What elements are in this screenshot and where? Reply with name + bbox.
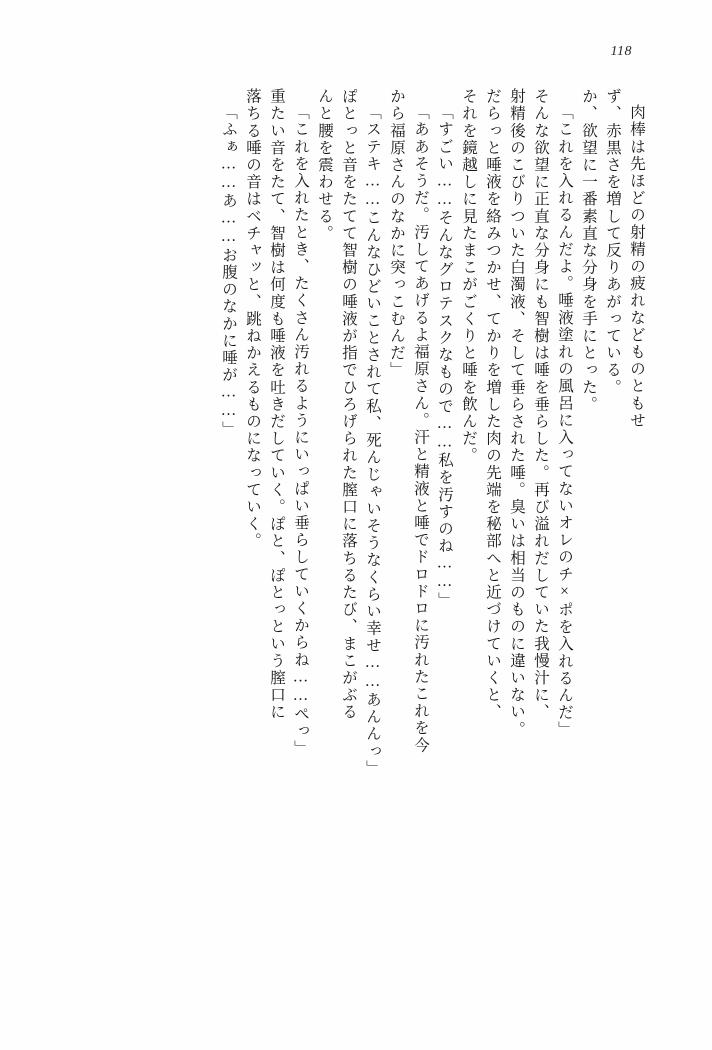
text-column: 「ステキ……こんなひどいことされて私、死んじゃいそうなくらい幸せ……あんんっ」 xyxy=(364,104,381,777)
text-column: そんな欲望に正直な分身にも智樹は唾を垂らした。再び溢れだしていた我慢汁に、 xyxy=(532,88,549,721)
text-column: から福原さんのなかに突っこむんだ」 xyxy=(388,88,405,379)
text-column: 重たい音をたて、智樹は何度も唾液を吐きだしていく。ぽと、ぽとっという膣口に xyxy=(268,88,285,721)
text-column: 落ちる唾の音はベチャッと、跳ねかえるものになっていく。 xyxy=(244,88,261,550)
text-column: 「これを入れるんだよ。唾液塗れの風呂に入ってないオレのチ×ポを入れるんだ」 xyxy=(556,104,573,739)
body-text-block xyxy=(84,88,644,968)
text-column: 「すごい……そんなグロテスクなもので……私を汚すのね……」 xyxy=(436,104,453,609)
text-column: 「ふぁ……あ……お腹のなかに唾が……」 xyxy=(220,104,237,438)
text-column: それを鏡越しに見たまこがごくりと唾を飲んだ。 xyxy=(460,88,477,465)
text-column: 射精後のこびりついた白濁液、そして垂らされた唾。臭いは相当のものに違いない。 xyxy=(508,88,525,738)
page-number: 118 xyxy=(610,44,632,59)
text-column: 肉棒は先ほどの射精の疲れなどものともせ xyxy=(628,104,645,429)
text-column: んと腰を震わせる。 xyxy=(316,88,333,242)
text-column: か、欲望に一番素直な分身を手にとった。 xyxy=(580,88,597,413)
text-column: 「これを入れたとき、たくさん汚れるようにいっぱい垂らしていくからね……ぺっ」 xyxy=(292,104,309,757)
text-column: だらっと唾液を絡みつかせ、てかりを増した肉の先端を秘部へと近づけていくと、 xyxy=(484,88,501,721)
text-column: ぽとっと音をたてて智樹の唾液が指でひろげられた膣口に落ちるたび、まこがぶる xyxy=(340,88,357,721)
text-column: ず、赤黒さを増して反りあがっている。 xyxy=(604,88,621,396)
text-column: 「ああそうだ。汚してあげるよ福原さん。汗と精液と唾でドロドロに汚れたこれを今 xyxy=(412,104,429,754)
